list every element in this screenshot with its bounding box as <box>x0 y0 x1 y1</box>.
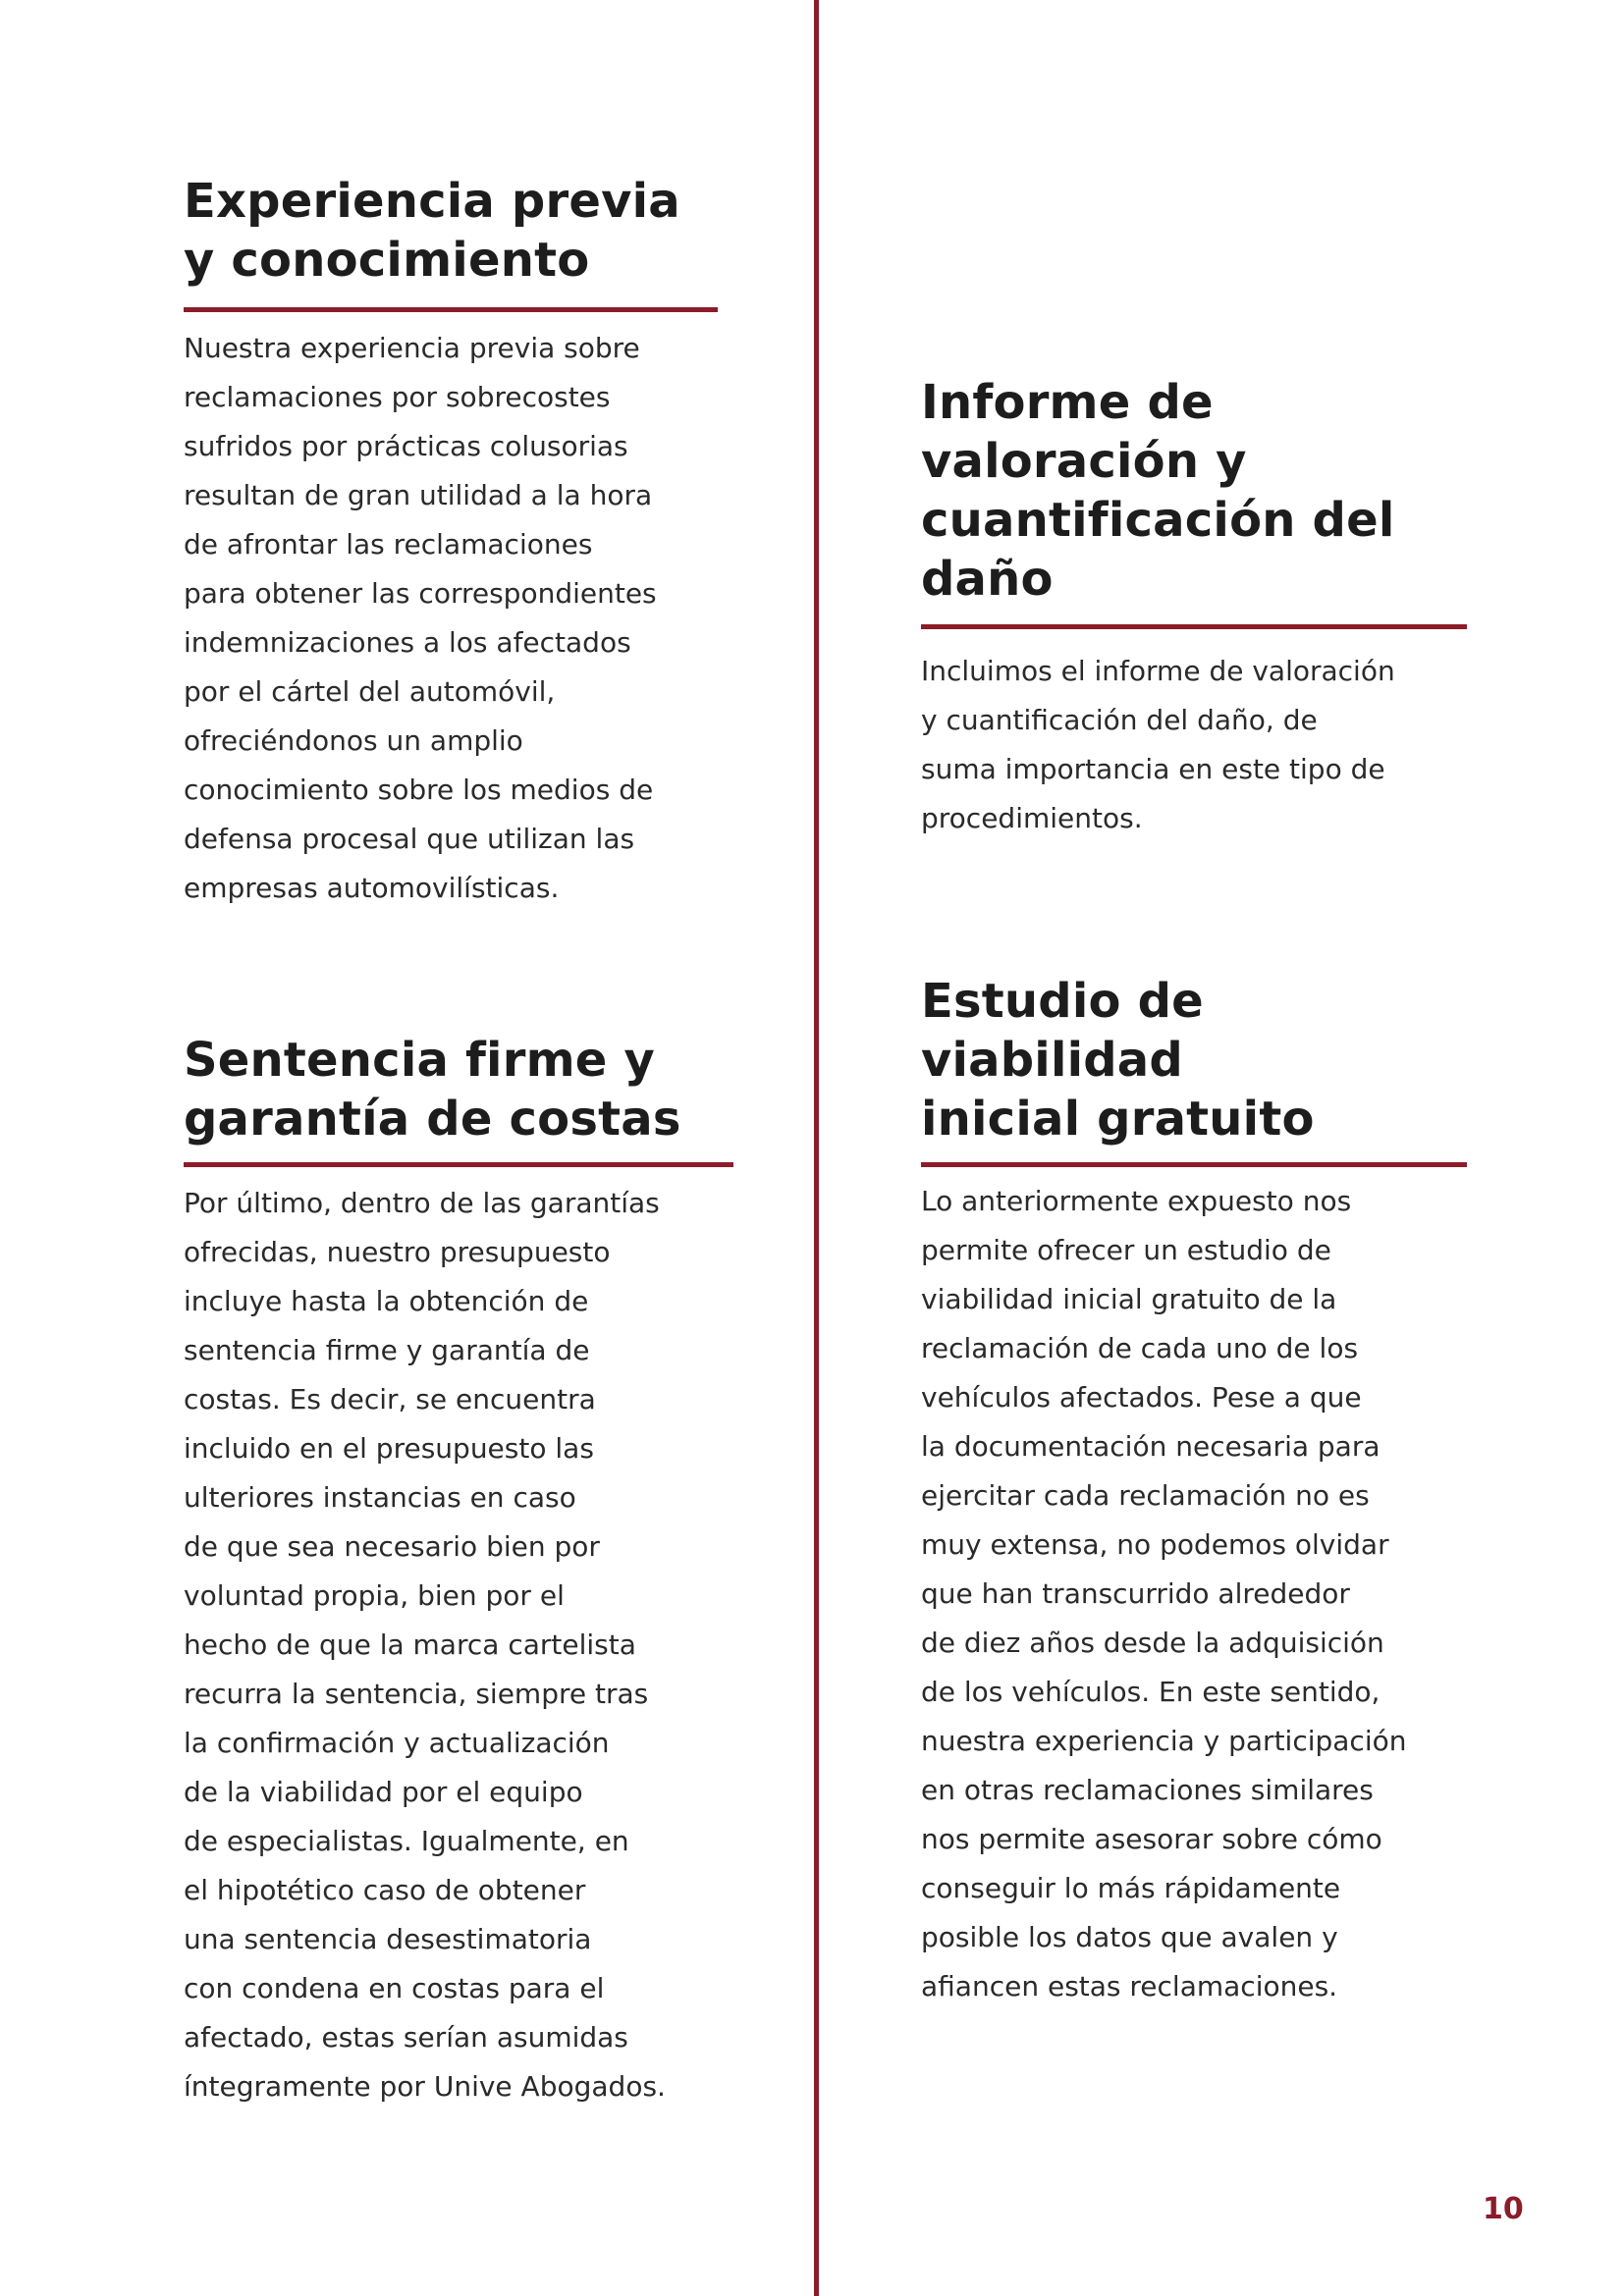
section-title: Experiencia previa y conocimiento <box>184 174 680 288</box>
title-underline <box>921 624 1467 629</box>
section-body: Por último, dentro de las garantías ofrecidas, nuestro presupuesto incluye hasta la obtención de sentencia firme y garantía de costas. Es decir, se encuentra incluido en el presupuesto las ulteriores instancias en caso de que sea necesario bien por voluntad propia, bien por el hecho de que la marca cartelista recurra la sentencia, siempre tras la confirmación y actualización de la viabilidad por el equipo de especialistas. Igualmente, en el hipotético caso de obtener una sentencia desestimatoria con condena en costas para el afectado, estas serían asumidas íntegramente por Unive Abogados. <box>184 1187 666 2103</box>
title-underline <box>184 307 718 312</box>
section-title: Informe de valoración y cuantificación del daño <box>921 375 1395 607</box>
page-number: 10 <box>1483 2192 1524 2226</box>
section-body: Nuestra experiencia previa sobre reclamaciones por sobrecostes sufridos por prácticas colusorias resultan de gran utilidad a la hora de afrontar las reclamaciones para obtener las correspondientes indemnizaciones a los afectados por el cártel del automóvil, ofreciéndonos un amplio conocimiento sobre los medios de defensa procesal que utilizan las empresas automovilísticas. <box>184 332 657 904</box>
section-body: Incluimos el informe de valoración y cuantificación del daño, de suma importancia en este tipo de procedimientos. <box>921 655 1395 834</box>
center-divider <box>814 0 819 2296</box>
section-title: Estudio de viabilidad inicial gratuito <box>921 974 1315 1147</box>
section-body: Lo anteriormente expuesto nos permite ofrecer un estudio de viabilidad inicial gratuito de la reclamación de cada uno de los vehículos afectados. Pese a que la documentación necesaria para ejercitar cada reclamación no es muy extensa, no podemos olvidar que han transcurrido alrededor de diez años desde la adquisición de los vehículos. En este sentido, nuestra experiencia y participación en otras reclamaciones similares nos permite asesorar sobre cómo conseguir lo más rápidamente posible los datos que avalen y afiancen estas reclamaciones. <box>921 1185 1407 2002</box>
title-underline <box>921 1162 1467 1167</box>
section-informe-valoracion <box>921 373 1471 843</box>
section-experiencia-previa <box>184 172 719 913</box>
section-title: Sentencia firme y garantía de costas <box>184 1033 681 1147</box>
section-estudio-viabilidad <box>921 972 1471 2011</box>
title-underline <box>184 1162 733 1167</box>
section-sentencia-firme <box>184 1031 733 2111</box>
